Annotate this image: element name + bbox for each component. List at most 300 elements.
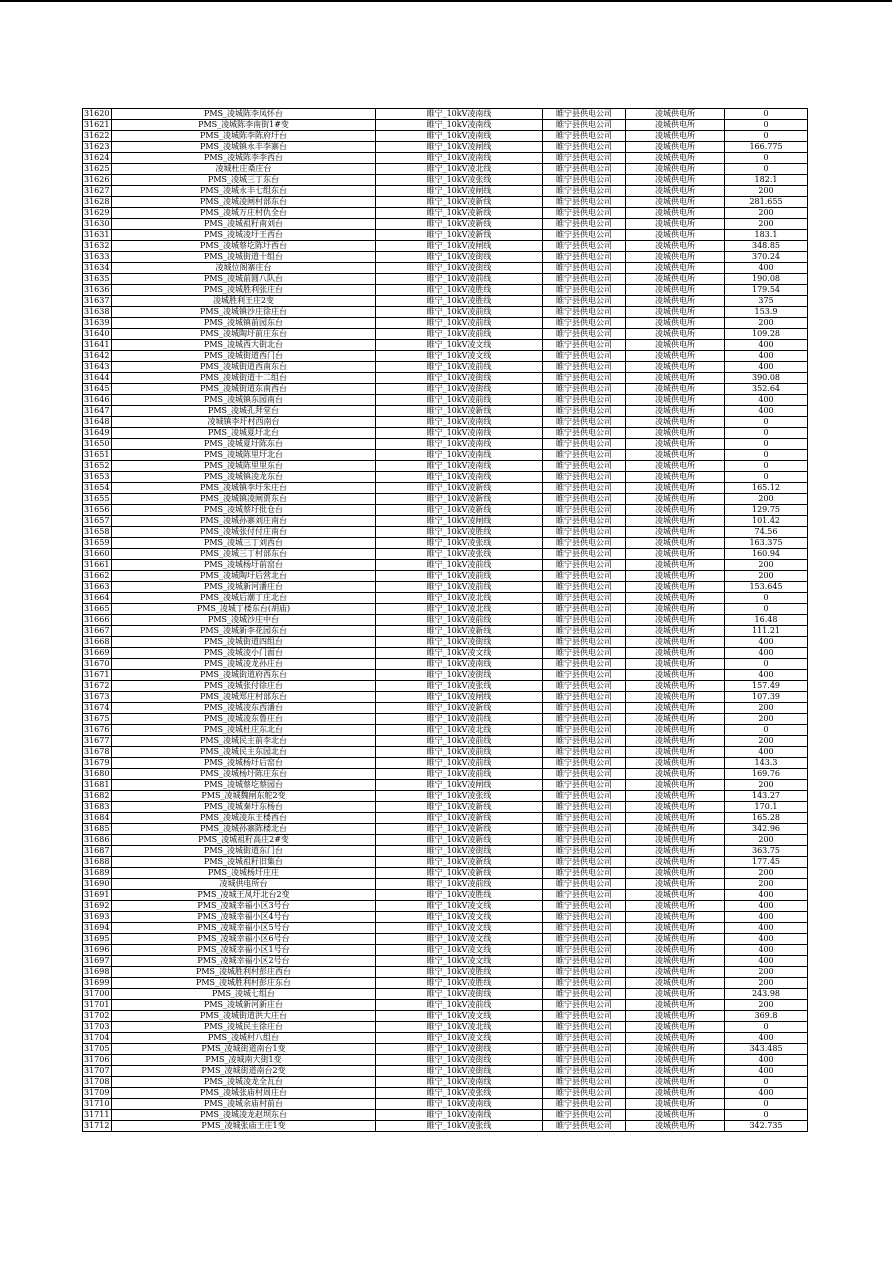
- row-id-cell: 31689: [83, 868, 112, 879]
- row-id-cell: 31664: [83, 593, 112, 604]
- substation-cell: 凌城供电所: [626, 406, 725, 417]
- company-cell: 睢宁县供电公司: [543, 505, 626, 516]
- feeder-line-cell: 睢宁_10kV凌南线: [376, 109, 543, 120]
- company-cell: 睢宁县供电公司: [543, 1011, 626, 1022]
- station-name-cell: PMS_凌城幸福小区3号台: [112, 901, 376, 912]
- value-cell: 170.1: [725, 802, 808, 813]
- station-name-cell: PMS_凌城陈里圩北台: [112, 450, 376, 461]
- row-id-cell: 31657: [83, 516, 112, 527]
- table-row: [83, 450, 808, 461]
- value-cell: 166.775: [725, 142, 808, 153]
- table-row: [83, 615, 808, 626]
- value-cell: 169.76: [725, 769, 808, 780]
- company-cell: 睢宁县供电公司: [543, 945, 626, 956]
- company-cell: 睢宁县供电公司: [543, 142, 626, 153]
- feeder-line-cell: 睢宁_10kV凌前线: [376, 736, 543, 747]
- company-cell: 睢宁县供电公司: [543, 560, 626, 571]
- company-cell: 睢宁县供电公司: [543, 252, 626, 263]
- feeder-line-cell: 睢宁_10kV凌闸线: [376, 186, 543, 197]
- feeder-line-cell: 睢宁_10kV凌新线: [376, 483, 543, 494]
- table-row: [83, 428, 808, 439]
- row-id-cell: 31698: [83, 967, 112, 978]
- table-row: [83, 285, 808, 296]
- feeder-line-cell: 睢宁_10kV凌张线: [376, 1088, 543, 1099]
- substation-cell: 凌城供电所: [626, 945, 725, 956]
- row-id-cell: 31653: [83, 472, 112, 483]
- feeder-line-cell: 睢宁_10kV凌南线: [376, 439, 543, 450]
- table-row: [83, 769, 808, 780]
- feeder-line-cell: 睢宁_10kV凌胜线: [376, 967, 543, 978]
- row-id-cell: 31626: [83, 175, 112, 186]
- feeder-line-cell: 睢宁_10kV凌新线: [376, 197, 543, 208]
- table-row: [83, 582, 808, 593]
- company-cell: 睢宁县供电公司: [543, 164, 626, 175]
- company-cell: 睢宁县供电公司: [543, 109, 626, 120]
- feeder-line-cell: 睢宁_10kV凌新线: [376, 824, 543, 835]
- feeder-line-cell: 睢宁_10kV凌街线: [376, 670, 543, 681]
- row-id-cell: 31660: [83, 549, 112, 560]
- table-row: [83, 736, 808, 747]
- station-name-cell: PMS_凌城三丁东台: [112, 175, 376, 186]
- station-name-cell: PMS_凌城祖籽南刘台: [112, 219, 376, 230]
- row-id-cell: 31682: [83, 791, 112, 802]
- station-name-cell: PMS_凌城张庙村周庄台: [112, 1088, 376, 1099]
- substation-cell: 凌城供电所: [626, 615, 725, 626]
- substation-cell: 凌城供电所: [626, 450, 725, 461]
- table-row: [83, 395, 808, 406]
- value-cell: 400: [725, 912, 808, 923]
- station-name-cell: PMS_凌城镇凌龙东台: [112, 472, 376, 483]
- substation-cell: 凌城供电所: [626, 296, 725, 307]
- station-name-cell: PMS_凌城幸福小区4号台: [112, 912, 376, 923]
- station-name-cell: PMS_凌城新河新庄台: [112, 1000, 376, 1011]
- row-id-cell: 31630: [83, 219, 112, 230]
- substation-cell: 凌城供电所: [626, 780, 725, 791]
- value-cell: 0: [725, 417, 808, 428]
- substation-cell: 凌城供电所: [626, 1066, 725, 1077]
- company-cell: 睢宁县供电公司: [543, 747, 626, 758]
- feeder-line-cell: 睢宁_10kV凌前线: [376, 329, 543, 340]
- station-name-cell: PMS_凌城村八组台: [112, 1033, 376, 1044]
- value-cell: 183.1: [725, 230, 808, 241]
- substation-cell: 凌城供电所: [626, 527, 725, 538]
- station-name-cell: PMS_凌城街道南台2变: [112, 1066, 376, 1077]
- substation-cell: 凌城供电所: [626, 219, 725, 230]
- substation-cell: 凌城供电所: [626, 1099, 725, 1110]
- value-cell: 177.45: [725, 857, 808, 868]
- row-id-cell: 31685: [83, 824, 112, 835]
- row-id-cell: 31642: [83, 351, 112, 362]
- feeder-line-cell: 睢宁_10kV凌新线: [376, 208, 543, 219]
- station-name-cell: PMS_凌城街道府西东台: [112, 670, 376, 681]
- feeder-line-cell: 睢宁_10kV凌街线: [376, 1066, 543, 1077]
- company-cell: 睢宁县供电公司: [543, 670, 626, 681]
- value-cell: 243.98: [725, 989, 808, 1000]
- row-id-cell: 31632: [83, 241, 112, 252]
- row-id-cell: 31621: [83, 120, 112, 131]
- value-cell: 101.42: [725, 516, 808, 527]
- table-row: [83, 571, 808, 582]
- station-name-cell: PMS_凌城陈李陈府圩台: [112, 131, 376, 142]
- row-id-cell: 31625: [83, 164, 112, 175]
- row-id-cell: 31676: [83, 725, 112, 736]
- substation-cell: 凌城供电所: [626, 758, 725, 769]
- table-row: [83, 1066, 808, 1077]
- value-cell: 200: [725, 736, 808, 747]
- row-id-cell: 31688: [83, 857, 112, 868]
- station-name-cell: PMS_凌城王凤圩北台2变: [112, 890, 376, 901]
- table-row: [83, 230, 808, 241]
- row-id-cell: 31633: [83, 252, 112, 263]
- substation-cell: 凌城供电所: [626, 747, 725, 758]
- value-cell: 0: [725, 153, 808, 164]
- table-row: [83, 978, 808, 989]
- row-id-cell: 31675: [83, 714, 112, 725]
- company-cell: 睢宁县供电公司: [543, 483, 626, 494]
- substation-cell: 凌城供电所: [626, 1110, 725, 1121]
- value-cell: 0: [725, 593, 808, 604]
- feeder-line-cell: 睢宁_10kV凌新线: [376, 835, 543, 846]
- row-id-cell: 31709: [83, 1088, 112, 1099]
- table-row: [83, 1088, 808, 1099]
- station-name-cell: PMS_凌城魏闸东舵2变: [112, 791, 376, 802]
- station-name-cell: PMS_凌城街道西南东台: [112, 362, 376, 373]
- value-cell: 370.24: [725, 252, 808, 263]
- substation-cell: 凌城供电所: [626, 241, 725, 252]
- row-id-cell: 31703: [83, 1022, 112, 1033]
- substation-cell: 凌城供电所: [626, 538, 725, 549]
- station-name-cell: PMS_凌城蔡圩批仓台: [112, 505, 376, 516]
- feeder-line-cell: 睢宁_10kV凌前线: [376, 714, 543, 725]
- feeder-line-cell: 睢宁_10kV凌街线: [376, 1044, 543, 1055]
- feeder-line-cell: 睢宁_10kV凌前线: [376, 747, 543, 758]
- table-row: [83, 307, 808, 318]
- row-id-cell: 31669: [83, 648, 112, 659]
- feeder-line-cell: 睢宁_10kV凌南线: [376, 450, 543, 461]
- company-cell: 睢宁县供电公司: [543, 329, 626, 340]
- row-id-cell: 31628: [83, 197, 112, 208]
- company-cell: 睢宁县供电公司: [543, 802, 626, 813]
- company-cell: 睢宁县供电公司: [543, 846, 626, 857]
- table-row: [83, 692, 808, 703]
- company-cell: 睢宁县供电公司: [543, 241, 626, 252]
- station-name-cell: PMS_凌城街道四组台: [112, 637, 376, 648]
- company-cell: 睢宁县供电公司: [543, 681, 626, 692]
- station-name-cell: PMS_凌城孙寨陈楼北台: [112, 824, 376, 835]
- value-cell: 200: [725, 208, 808, 219]
- value-cell: 129.75: [725, 505, 808, 516]
- station-name-cell: 凌城供电所台: [112, 879, 376, 890]
- row-id-cell: 31627: [83, 186, 112, 197]
- station-name-cell: 凌城杜庄桑庄台: [112, 164, 376, 175]
- substation-cell: 凌城供电所: [626, 472, 725, 483]
- substation-cell: 凌城供电所: [626, 263, 725, 274]
- company-cell: 睢宁县供电公司: [543, 604, 626, 615]
- company-cell: 睢宁县供电公司: [543, 791, 626, 802]
- row-id-cell: 31672: [83, 681, 112, 692]
- substation-cell: 凌城供电所: [626, 340, 725, 351]
- company-cell: 睢宁县供电公司: [543, 1121, 626, 1132]
- row-id-cell: 31645: [83, 384, 112, 395]
- feeder-line-cell: 睢宁_10kV凌南线: [376, 428, 543, 439]
- value-cell: 0: [725, 472, 808, 483]
- company-cell: 睢宁县供电公司: [543, 923, 626, 934]
- company-cell: 睢宁县供电公司: [543, 549, 626, 560]
- table-row: [83, 934, 808, 945]
- company-cell: 睢宁县供电公司: [543, 461, 626, 472]
- company-cell: 睢宁县供电公司: [543, 472, 626, 483]
- feeder-line-cell: 睢宁_10kV凌北线: [376, 593, 543, 604]
- row-id-cell: 31699: [83, 978, 112, 989]
- feeder-line-cell: 睢宁_10kV凌前线: [376, 318, 543, 329]
- station-name-cell: 凌城胜利王庄2变: [112, 296, 376, 307]
- row-id-cell: 31647: [83, 406, 112, 417]
- value-cell: 200: [725, 219, 808, 230]
- value-cell: 400: [725, 362, 808, 373]
- table-row: [83, 835, 808, 846]
- value-cell: 400: [725, 406, 808, 417]
- feeder-line-cell: 睢宁_10kV凌南线: [376, 472, 543, 483]
- substation-cell: 凌城供电所: [626, 692, 725, 703]
- company-cell: 睢宁县供电公司: [543, 175, 626, 186]
- table-row: [83, 659, 808, 670]
- table-row: [83, 637, 808, 648]
- value-cell: 0: [725, 428, 808, 439]
- station-name-cell: PMS_凌城陈李南街1#变: [112, 120, 376, 131]
- table-row: [83, 901, 808, 912]
- table-row: [83, 890, 808, 901]
- station-name-cell: PMS_凌城凌东王楼西台: [112, 813, 376, 824]
- row-id-cell: 31692: [83, 901, 112, 912]
- station-name-cell: PMS_凌城余庙村前台: [112, 1099, 376, 1110]
- row-id-cell: 31674: [83, 703, 112, 714]
- value-cell: 153.645: [725, 582, 808, 593]
- value-cell: 200: [725, 967, 808, 978]
- substation-cell: 凌城供电所: [626, 164, 725, 175]
- table-row: [83, 164, 808, 175]
- table-row: [83, 879, 808, 890]
- substation-cell: 凌城供电所: [626, 912, 725, 923]
- table-row: [83, 1022, 808, 1033]
- feeder-line-cell: 睢宁_10kV凌前线: [376, 395, 543, 406]
- station-name-cell: PMS_凌城杨圩庄庄: [112, 868, 376, 879]
- table-row: [83, 505, 808, 516]
- station-name-cell: PMS_凌城张付徐庄台: [112, 681, 376, 692]
- transformer-table: [82, 108, 808, 1132]
- substation-cell: 凌城供电所: [626, 626, 725, 637]
- feeder-line-cell: 睢宁_10kV凌张线: [376, 791, 543, 802]
- value-cell: 400: [725, 351, 808, 362]
- feeder-line-cell: 睢宁_10kV凌张线: [376, 549, 543, 560]
- substation-cell: 凌城供电所: [626, 659, 725, 670]
- table-row: [83, 956, 808, 967]
- station-name-cell: PMS_凌城新李花园东台: [112, 626, 376, 637]
- row-id-cell: 31624: [83, 153, 112, 164]
- station-name-cell: PMS_凌城民主东园北台: [112, 747, 376, 758]
- substation-cell: 凌城供电所: [626, 571, 725, 582]
- station-name-cell: PMS_凌城夏圩北台: [112, 428, 376, 439]
- substation-cell: 凌城供电所: [626, 186, 725, 197]
- company-cell: 睢宁县供电公司: [543, 736, 626, 747]
- value-cell: 200: [725, 978, 808, 989]
- station-name-cell: PMS_凌城幸福小区1号台: [112, 945, 376, 956]
- table-row: [83, 142, 808, 153]
- value-cell: 400: [725, 637, 808, 648]
- row-id-cell: 31705: [83, 1044, 112, 1055]
- substation-cell: 凌城供电所: [626, 989, 725, 1000]
- row-id-cell: 31667: [83, 626, 112, 637]
- value-cell: 16.48: [725, 615, 808, 626]
- table-row: [83, 868, 808, 879]
- value-cell: 157.49: [725, 681, 808, 692]
- substation-cell: 凌城供电所: [626, 604, 725, 615]
- company-cell: 睢宁县供电公司: [543, 417, 626, 428]
- company-cell: 睢宁县供电公司: [543, 340, 626, 351]
- company-cell: 睢宁县供电公司: [543, 769, 626, 780]
- feeder-line-cell: 睢宁_10kV凌文线: [376, 648, 543, 659]
- company-cell: 睢宁县供电公司: [543, 197, 626, 208]
- feeder-line-cell: 睢宁_10kV凌胜线: [376, 296, 543, 307]
- feeder-line-cell: 睢宁_10kV凌前线: [376, 1000, 543, 1011]
- station-name-cell: PMS_凌城杜庄东北台: [112, 725, 376, 736]
- substation-cell: 凌城供电所: [626, 285, 725, 296]
- company-cell: 睢宁县供电公司: [543, 1033, 626, 1044]
- feeder-line-cell: 睢宁_10kV凌张线: [376, 175, 543, 186]
- table-row: [83, 1110, 808, 1121]
- company-cell: 睢宁县供电公司: [543, 967, 626, 978]
- feeder-line-cell: 睢宁_10kV凌胜线: [376, 285, 543, 296]
- station-name-cell: PMS_凌城镇沙庄徐庄台: [112, 307, 376, 318]
- table-row: [83, 351, 808, 362]
- substation-cell: 凌城供电所: [626, 1044, 725, 1055]
- value-cell: 343.485: [725, 1044, 808, 1055]
- value-cell: 375: [725, 296, 808, 307]
- table-row: [83, 219, 808, 230]
- feeder-line-cell: 睢宁_10kV凌前线: [376, 571, 543, 582]
- value-cell: 200: [725, 571, 808, 582]
- company-cell: 睢宁县供电公司: [543, 439, 626, 450]
- table-row: [83, 604, 808, 615]
- table-row: [83, 681, 808, 692]
- substation-cell: 凌城供电所: [626, 1033, 725, 1044]
- value-cell: 165.28: [725, 813, 808, 824]
- feeder-line-cell: 睢宁_10kV凌前线: [376, 615, 543, 626]
- station-name-cell: PMS_凌城镇凌闸贾东台: [112, 494, 376, 505]
- company-cell: 睢宁县供电公司: [543, 1110, 626, 1121]
- feeder-line-cell: 睢宁_10kV凌文线: [376, 340, 543, 351]
- feeder-line-cell: 睢宁_10kV凌文线: [376, 923, 543, 934]
- row-id-cell: 31622: [83, 131, 112, 142]
- substation-cell: 凌城供电所: [626, 197, 725, 208]
- company-cell: 睢宁县供电公司: [543, 912, 626, 923]
- substation-cell: 凌城供电所: [626, 725, 725, 736]
- station-name-cell: PMS_凌城民主徐庄台: [112, 1022, 376, 1033]
- row-id-cell: 31679: [83, 758, 112, 769]
- station-name-cell: PMS_凌城凌圩王西台: [112, 230, 376, 241]
- feeder-line-cell: 睢宁_10kV凌新线: [376, 626, 543, 637]
- value-cell: 0: [725, 461, 808, 472]
- table-row: [83, 1000, 808, 1011]
- feeder-line-cell: 睢宁_10kV凌南线: [376, 417, 543, 428]
- company-cell: 睢宁县供电公司: [543, 384, 626, 395]
- station-name-cell: PMS_凌城陈李李西台: [112, 153, 376, 164]
- feeder-line-cell: 睢宁_10kV凌前线: [376, 582, 543, 593]
- feeder-line-cell: 睢宁_10kV凌前线: [376, 879, 543, 890]
- table-row: [83, 263, 808, 274]
- value-cell: 190.08: [725, 274, 808, 285]
- substation-cell: 凌城供电所: [626, 230, 725, 241]
- table-row: [83, 274, 808, 285]
- substation-cell: 凌城供电所: [626, 879, 725, 890]
- company-cell: 睢宁县供电公司: [543, 978, 626, 989]
- table-row: [83, 538, 808, 549]
- substation-cell: 凌城供电所: [626, 1121, 725, 1132]
- table-row: [83, 153, 808, 164]
- company-cell: 睢宁县供电公司: [543, 406, 626, 417]
- row-id-cell: 31693: [83, 912, 112, 923]
- row-id-cell: 31700: [83, 989, 112, 1000]
- row-id-cell: 31704: [83, 1033, 112, 1044]
- company-cell: 睢宁县供电公司: [543, 362, 626, 373]
- value-cell: 0: [725, 164, 808, 175]
- row-id-cell: 31694: [83, 923, 112, 934]
- table-row: [83, 813, 808, 824]
- row-id-cell: 31662: [83, 571, 112, 582]
- station-name-cell: PMS_凌城孔拜堂台: [112, 406, 376, 417]
- row-id-cell: 31634: [83, 263, 112, 274]
- row-id-cell: 31708: [83, 1077, 112, 1088]
- row-id-cell: 31635: [83, 274, 112, 285]
- table-row: [83, 1077, 808, 1088]
- value-cell: 400: [725, 890, 808, 901]
- row-id-cell: 31655: [83, 494, 112, 505]
- row-id-cell: 31678: [83, 747, 112, 758]
- substation-cell: 凌城供电所: [626, 670, 725, 681]
- row-id-cell: 31658: [83, 527, 112, 538]
- feeder-line-cell: 睢宁_10kV凌文线: [376, 912, 543, 923]
- table-row: [83, 989, 808, 1000]
- value-cell: 200: [725, 714, 808, 725]
- feeder-line-cell: 睢宁_10kV凌文线: [376, 956, 543, 967]
- value-cell: 400: [725, 670, 808, 681]
- substation-cell: 凌城供电所: [626, 318, 725, 329]
- row-id-cell: 31656: [83, 505, 112, 516]
- company-cell: 睢宁县供电公司: [543, 703, 626, 714]
- substation-cell: 凌城供电所: [626, 967, 725, 978]
- feeder-line-cell: 睢宁_10kV凌前线: [376, 274, 543, 285]
- station-name-cell: PMS_凌城街道南台1变: [112, 1044, 376, 1055]
- table-row: [83, 296, 808, 307]
- feeder-line-cell: 睢宁_10kV凌文线: [376, 901, 543, 912]
- row-id-cell: 31710: [83, 1099, 112, 1110]
- station-name-cell: PMS_凌城凌龙孙庄台: [112, 659, 376, 670]
- table-row: [83, 912, 808, 923]
- company-cell: 睢宁县供电公司: [543, 263, 626, 274]
- table-row: [83, 362, 808, 373]
- table-row: [83, 923, 808, 934]
- substation-cell: 凌城供电所: [626, 483, 725, 494]
- feeder-line-cell: 睢宁_10kV凌胜线: [376, 978, 543, 989]
- table-row: [83, 109, 808, 120]
- feeder-line-cell: 睢宁_10kV凌北线: [376, 164, 543, 175]
- feeder-line-cell: 睢宁_10kV凌新线: [376, 868, 543, 879]
- table-row: [83, 120, 808, 131]
- table-row: [83, 967, 808, 978]
- table-row: [83, 406, 808, 417]
- company-cell: 睢宁县供电公司: [543, 626, 626, 637]
- company-cell: 睢宁县供电公司: [543, 824, 626, 835]
- row-id-cell: 31671: [83, 670, 112, 681]
